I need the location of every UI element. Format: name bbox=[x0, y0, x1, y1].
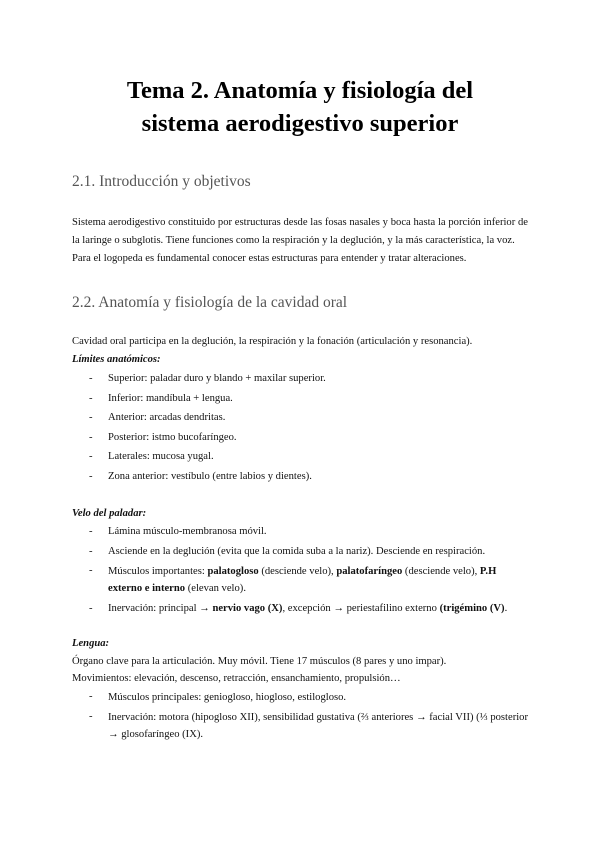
oral-cavity-paragraph: Cavidad oral participa en la deglución, la respiración y la fonación (articulación y resonancia). bbox=[72, 336, 473, 348]
velo-section bbox=[72, 505, 528, 619]
list-item: - Posterior: istmo bucofaríngeo. bbox=[72, 428, 528, 448]
lengua-section bbox=[72, 635, 528, 745]
heading-oral-cavity: 2.2. Anatomía y fisiología de la cavidad oral bbox=[72, 294, 348, 312]
nerve-term: nervio vago (X) bbox=[212, 603, 283, 615]
list-item: - Anterior: arcadas dendritas. bbox=[72, 408, 528, 428]
intro-body bbox=[72, 214, 528, 267]
text-run: Inervación: principal → bbox=[108, 603, 213, 615]
lengua-paragraph-2: Movimientos: elevación, descenso, retracción, ensanchamiento, propulsión… bbox=[72, 673, 401, 685]
intro-paragraph-1: Sistema aerodigestivo constituido por estructuras desde las fosas nasales y boca hasta la porción inferior de la laringe o subglotis. Tiene funciones como la respiración y la deglución, y la más característica, la voz. bbox=[72, 217, 528, 246]
velo-label: Velo del paladar: bbox=[72, 507, 147, 519]
list-item: - Inferior: mandíbula + lengua. bbox=[72, 389, 528, 409]
muscle-term: P.H externo e interno bbox=[108, 565, 497, 595]
nerve-term: (trigémino (V) bbox=[439, 603, 505, 615]
heading-intro: 2.1. Introducción y objetivos bbox=[72, 173, 251, 190]
lengua-list bbox=[72, 688, 528, 745]
intro-paragraph-2: Para el logopeda es fundamental conocer estas estructuras para entender y tratar alteraciones. bbox=[72, 252, 467, 264]
list-item-innervation bbox=[72, 599, 528, 619]
muscle-term: palatofaríngeo bbox=[336, 565, 403, 577]
velo-list bbox=[72, 522, 528, 618]
limits-label: Límites anatómicos: bbox=[72, 354, 161, 366]
list-item: - Asciende en la deglución (evita que la comida suba a la nariz). Desciende en respiración. bbox=[72, 542, 528, 562]
title-line-1: Tema 2. Anatomía y fisiología del bbox=[126, 77, 474, 104]
muscle-term: palatogloso bbox=[207, 565, 259, 577]
lengua-paragraph-1: Órgano clave para la articulación. Muy móvil. Tiene 17 músculos (8 pares y uno impar). bbox=[72, 655, 447, 667]
text-run: , excepción → periestafilino externo bbox=[282, 603, 440, 615]
list-item: - Laterales: mucosa yugal. bbox=[72, 447, 528, 467]
text-run: (desciende velo), bbox=[258, 565, 337, 577]
list-item: - Lámina músculo-membranosa móvil. bbox=[72, 522, 528, 542]
list-item-muscles bbox=[72, 562, 528, 600]
document-title bbox=[72, 0, 528, 140]
list-item: - Inervación: motora (hipogloso XII), sensibilidad gustativa (⅔ anteriores → facial VII) (⅓ posterior → glosofaríngeo (IX). bbox=[72, 708, 528, 745]
limits-list bbox=[72, 369, 528, 487]
text-run: . bbox=[504, 603, 508, 615]
list-item: - Superior: paladar duro y blando + maxilar superior. bbox=[72, 369, 528, 389]
text-run: Músculos importantes: bbox=[108, 565, 208, 577]
text-run: (desciende velo), bbox=[402, 565, 480, 577]
title-line-2: sistema aerodigestivo superior bbox=[141, 110, 459, 137]
text-run: (elevan velo). bbox=[185, 583, 246, 595]
list-item: - Músculos principales: geniogloso, hiogloso, estilogloso. bbox=[72, 688, 528, 708]
list-item: - Zona anterior: vestíbulo (entre labios y dientes). bbox=[72, 467, 528, 487]
lengua-label: Lengua: bbox=[72, 637, 110, 649]
